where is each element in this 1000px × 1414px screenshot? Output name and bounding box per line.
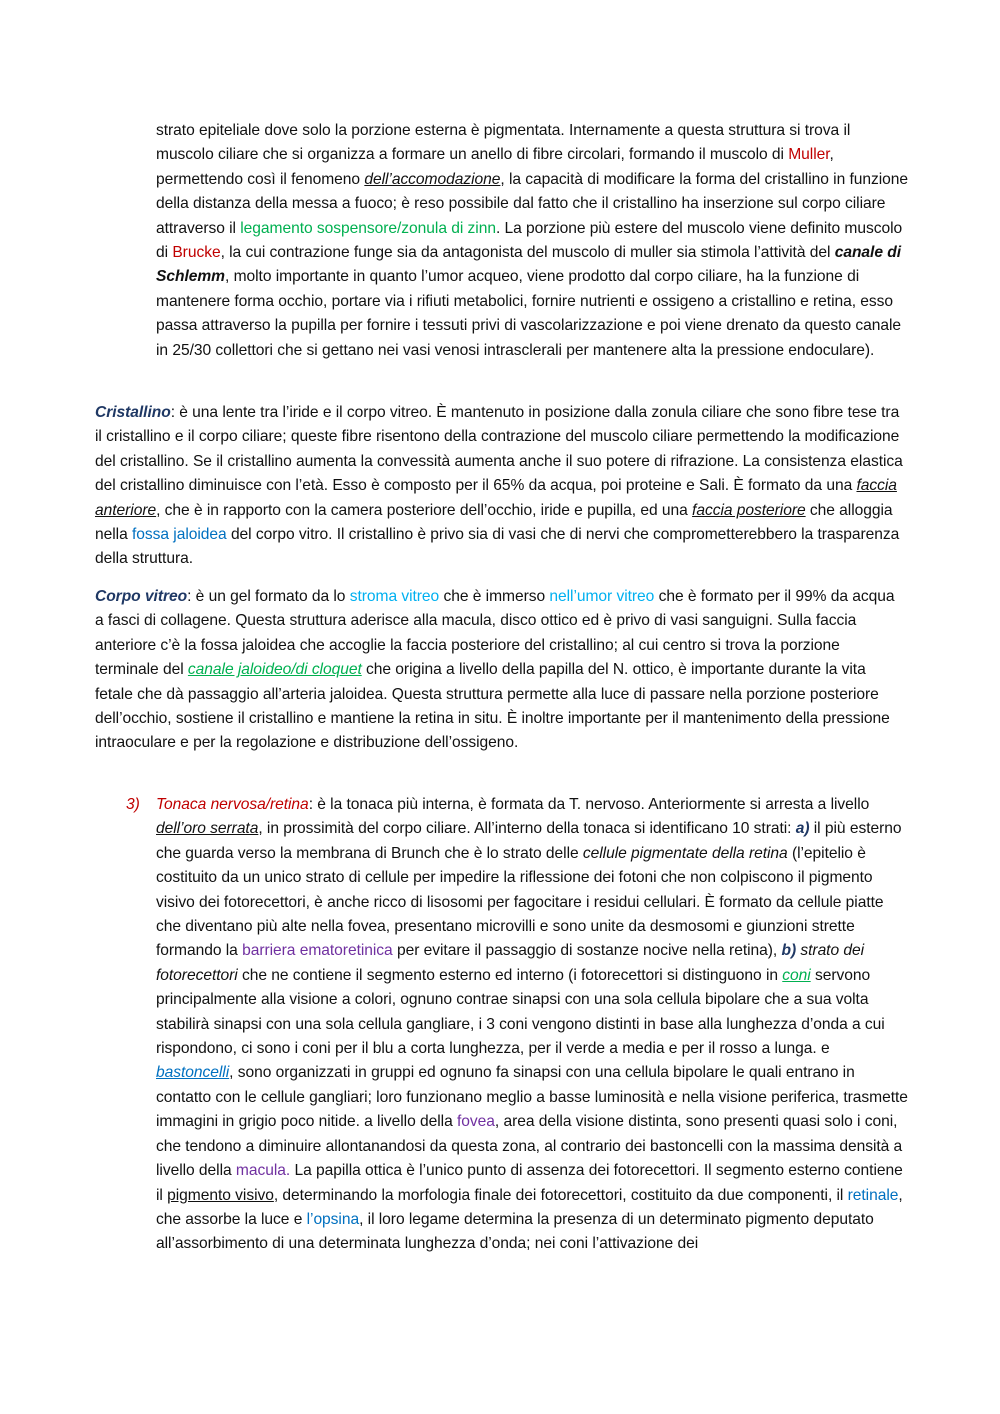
paragraph-corpo-vitreo (95, 585, 907, 756)
term-barriera-ematoretinica: barriera ematoretinica (242, 942, 393, 960)
text: . La porzione più estere del muscolo viene definito muscolo di (156, 219, 903, 262)
text: , la capacità di modificare la forma del cristallino in funzione della distanza della messa a fuoco; è reso possibile dal fatto che il cristallino ha inserzione sul corpo ciliare attraverso il (156, 170, 909, 237)
text: , che assorbe la luce e (156, 1186, 903, 1228)
term-coni: coni (782, 966, 811, 984)
text: , permettendo così il fenomeno (156, 146, 834, 188)
text: del corpo vitro. Il cristallino è privo sia di vasi che di nervi che comprometterebbero la trasparenza della struttura. (95, 526, 900, 568)
paragraph-ciliary-body (156, 119, 912, 363)
sub-label-b: b) (781, 942, 797, 960)
term-strato-fotorecettori: strato dei fotorecettori (156, 942, 865, 984)
term-retinale: retinale (847, 1186, 899, 1204)
term-cellule-pigmentate: cellule pigmentate della retina (582, 844, 788, 862)
term-fossa-jaloidea: fossa jaloidea (131, 526, 227, 544)
term-oro-serrata: dell’oro serrata (156, 820, 259, 838)
text: , la cui contrazione funge sia da antagonista del muscolo di muller sia stimola l’attività del (220, 244, 835, 262)
heading-corpo-vitreo: Corpo vitreo (95, 588, 188, 605)
text: : è un gel formato da lo (187, 588, 350, 605)
heading-cristallino: Cristallino (95, 404, 171, 421)
text: , in prossimità del corpo ciliare. All’interno della tonaca si identificano 10 strati: (258, 820, 796, 838)
text: , area della visione distinta, sono presenti quasi solo i coni, che tendono a diminuire allontanandosi da questa zona, al contrario dei bastoncelli con la massima densità a livello della (156, 1113, 903, 1180)
paragraph-cristallino (95, 401, 907, 572)
term-bastoncelli: bastoncelli (156, 1064, 230, 1082)
term-accomodazione: dell’accomodazione (364, 170, 501, 188)
text: , sono organizzati in gruppi ed ognuno fa sinapsi con una cellula bipolare le quali entrano in contatto con le cellule gangliari; loro funzionano meglio a basse luminosità e nella visione periferica, trasmette immagini in grigio poco nitide. a livello della (156, 1064, 908, 1131)
text: servono principalmente alla visione a colori, ognuno contrae sinapsi con una sola cellula bipolare che a sua volta stabilirà sinapsi con una sola cellula gangliare, i 3 coni vengono distinti in base alla lunghezza d’onda a cui rispondono, ci sono i coni per il blu a corta lunghezza, per il verde a media e per il rosso a lunga. e (156, 966, 885, 1058)
text: , molto importante in quanto l’umor acqueo, viene prodotto dal corpo ciliare, ha la funzione di mantenere forma occhio, portare via i rifiuti metabolici, fornire nutrienti e ossigeno a cristallino e retina, esso passa attraverso la pupilla per fornire i tessuti privi di vascolarizzazione e poi viene drenato da questo canale in 25/30 collettori che si gettano nei vasi venosi intrasclerali per mantenere alta la pressione endoculare). (156, 268, 902, 359)
text: : è una lente tra l’iride e il corpo vitreo. È mantenuto in posizione dalla zonula ciliare che sono fibre tese tra il cristallino e il corpo ciliare; queste fibre risentono della contrazione del muscolo ciliare permettendo la modificazione del cristallino. Se il cristallino aumenta la convessità aumenta anche il suo potere di rifrazione. La consistenza elastica del cristallino diminuisce con l’età. Esso è composto per il 65% da acqua, poi proteine e Sali. È formato da una (95, 404, 903, 495)
text: , che è in rapporto con la camera posteriore dell’occhio, iride e pupilla, ed una (156, 501, 693, 519)
term-canale-cloquet: canale jaloideo/di cloquet (187, 661, 362, 679)
text: che è immerso (439, 588, 550, 605)
term-opsina: l’opsina (306, 1210, 360, 1228)
term-macula: macula. (235, 1162, 291, 1180)
list-item-tonaca-nervosa (156, 793, 908, 1257)
text: che origina a livello della papilla del N. ottico, è importante durante la vita fetale che dà passaggio all’arteria jaloidea. Questa struttura permette alla luce di passare nella porzione posteriore dell’occhio, sostiene il cristallino e mantiene la retina in situ. È inoltre importante per il mantenimento della pressione intraoculare e per la regolazione e distribuzione dell’ossigeno. (95, 661, 890, 752)
text: per evitare il passaggio di sostanze nocive nella retina), (392, 942, 782, 960)
text: La papilla ottica è l’unico punto di assenza dei fotorecettori. Il segmento esterno contiene il (156, 1162, 903, 1204)
heading-tonaca-nervosa: Tonaca nervosa/retina (156, 796, 309, 813)
term-muller: Muller (788, 146, 830, 164)
text: : è la tonaca più interna, è formata da T. nervoso. Anteriormente si arresta a livello (308, 796, 870, 813)
term-pigmento-visivo: pigmento visivo (167, 1186, 274, 1204)
text: , determinando la morfologia finale dei fotorecettori, costituito da due componenti, il (273, 1186, 848, 1204)
text: che alloggia nella (95, 501, 893, 544)
term-schlemm: canale di Schlemm (156, 244, 901, 286)
sub-label-a: a) (795, 820, 810, 838)
text: che ne contiene il segmento esterno ed interno (i fotorecettori si distinguono in (237, 966, 783, 984)
term-stroma-vitreo: stroma vitreo (349, 588, 440, 605)
term-brucke: Brucke (172, 244, 221, 262)
term-umor-vitreo: nell’umor vitreo (549, 588, 655, 605)
text: , il loro legame determina la presenza di un determinato pigmento deputato all’assorbimento di una determinata lunghezza d’onda; nei coni l’attivazione dei (156, 1210, 874, 1253)
text: strato epiteliale dove solo la porzione esterna è pigmentata. Internamente a questa struttura si trova il muscolo ciliare che si organizza a formare un anello di fibre circolari, formando il muscolo di (156, 122, 851, 164)
text: che è formato per il 99% da acqua a fasci di collagene. Questa struttura aderisce alla macula, disco ottico ed è privo di vasi sanguigni. Sulla faccia anteriore c’è la fossa jaloidea che accoglie la faccia posteriore del cristallino; al cui centro si trova la porzione terminale del (95, 588, 895, 679)
text: il più esterno che guarda verso la membrana di Brunch che è lo strato delle (156, 820, 902, 862)
term-legamento: legamento sospensore/zonula di zinn (240, 219, 496, 237)
term-faccia-posteriore: faccia posteriore (692, 501, 806, 519)
term-faccia-anteriore: faccia anteriore (95, 477, 897, 519)
term-fovea: fovea (456, 1113, 495, 1131)
text: (l’epitelio è costituito da un unico strato di cellule per impedire la riflessione dei fotoni che non colpiscono il pigmento visivo dei fotorecettori, è anche ricco di lisosomi per fagocitare i residui cellulari. È formato da cellule piatte che diventano più alte nella fovea, presentano microvilli e sono unite da desmosomi e giunzioni strette formando la (156, 844, 884, 960)
list-number: 3) (126, 796, 140, 813)
